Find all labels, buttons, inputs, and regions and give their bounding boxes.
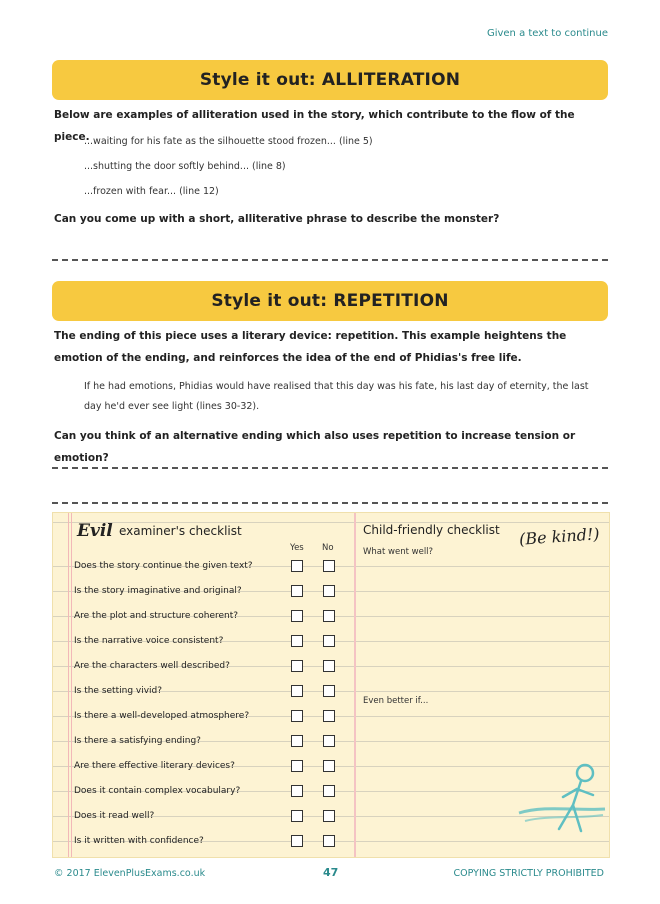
be-kind-note: (Be kind!)	[518, 524, 601, 549]
what-went-well-label: What went well?	[363, 547, 434, 557]
section-header-link: Given a text to continue	[486, 28, 608, 39]
yes-checkbox[interactable]	[291, 835, 303, 847]
checklist-question: Are there effective literary devices?	[74, 760, 235, 771]
no-checkbox[interactable]	[323, 735, 335, 747]
examiner-checklist-title: examiner's checklist	[119, 524, 242, 538]
alliteration-question: Can you come up with a short, alliterative phrase to describe the monster?	[54, 213, 500, 225]
repetition-title: Style it out: REPETITION	[211, 291, 449, 311]
repetition-question: Can you think of an alternative ending which also uses repetition to increase tension or emotion?	[54, 430, 576, 464]
checklist-question: Is the story imaginative and original?	[74, 585, 242, 596]
answer-line	[52, 502, 608, 504]
alliteration-example-3: ...frozen with fear... (line 12)	[84, 186, 219, 197]
checklist-question: Is it written with confidence?	[74, 835, 204, 846]
checklist-question: Is the setting vivid?	[74, 685, 163, 696]
checklist-row	[74, 828, 349, 853]
running-figure-icon	[515, 751, 607, 855]
alliteration-example-2: ...shutting the door softly behind... (line 8)	[84, 161, 286, 172]
checklist-question: Does it read well?	[74, 810, 155, 821]
checklist-question: Is the narrative voice consistent?	[74, 635, 224, 646]
checklist-row	[74, 653, 349, 678]
no-checkbox[interactable]	[323, 785, 335, 797]
no-checkbox[interactable]	[323, 760, 335, 772]
no-checkbox[interactable]	[323, 560, 335, 572]
yes-checkbox[interactable]	[291, 735, 303, 747]
repetition-intro: The ending of this piece uses a literary device: repetition. This example heightens the emotion of the ending, and reinforces the idea of the end of Phidias's free life.	[54, 330, 567, 364]
checklist-row	[74, 603, 349, 628]
checklist-row	[74, 678, 349, 703]
yes-checkbox[interactable]	[291, 685, 303, 697]
repetition-quote: If he had emotions, Phidias would have realised that this day was his fate, his last day of eternity, the last day he'd ever see light (lines 30-32).	[84, 381, 589, 412]
no-checkbox[interactable]	[323, 835, 335, 847]
repetition-banner	[52, 281, 608, 321]
yes-checkbox[interactable]	[291, 810, 303, 822]
checklist-question: Is there a well-developed atmosphere?	[74, 710, 250, 721]
checklist-question: Are the characters well described?	[74, 660, 230, 671]
no-checkbox[interactable]	[323, 585, 335, 597]
checklist-row	[74, 703, 349, 728]
no-checkbox[interactable]	[323, 685, 335, 697]
margin-line	[68, 513, 69, 857]
alliteration-intro: Below are examples of alliteration used in the story, which contribute to the flow of the piece.	[54, 109, 575, 143]
checklist-question: Are the plot and structure coherent?	[74, 610, 239, 621]
margin-line	[71, 513, 72, 857]
child-checklist-title: Child-friendly checklist	[363, 523, 500, 537]
footer-copyright: © 2017 ElevenPlusExams.co.uk	[54, 868, 206, 879]
yes-checkbox[interactable]	[291, 660, 303, 672]
page-number: 47	[323, 866, 339, 879]
answer-line	[52, 467, 608, 469]
alliteration-example-1: ...waiting for his fate as the silhouette stood frozen... (line 5)	[84, 136, 373, 147]
even-better-if-label: Even better if...	[363, 696, 429, 706]
alliteration-title: Style it out: ALLITERATION	[199, 70, 461, 90]
yes-checkbox[interactable]	[291, 785, 303, 797]
no-column-header: No	[322, 543, 334, 553]
checklist-question: Does it contain complex vocabulary?	[74, 785, 241, 796]
yes-column-header: Yes	[290, 543, 304, 553]
yes-checkbox[interactable]	[291, 610, 303, 622]
alliteration-banner	[52, 60, 608, 100]
checklist-row	[74, 553, 349, 578]
checklist-row	[74, 753, 349, 778]
yes-checkbox[interactable]	[291, 710, 303, 722]
evil-word: Evil	[77, 521, 113, 541]
no-checkbox[interactable]	[323, 710, 335, 722]
no-checkbox[interactable]	[323, 635, 335, 647]
checklist-row	[74, 628, 349, 653]
checklist-notepad	[52, 512, 610, 858]
no-checkbox[interactable]	[323, 660, 335, 672]
no-checkbox[interactable]	[323, 810, 335, 822]
yes-checkbox[interactable]	[291, 760, 303, 772]
yes-checkbox[interactable]	[291, 635, 303, 647]
no-checkbox[interactable]	[323, 610, 335, 622]
checklist-question: Does the story continue the given text?	[74, 560, 253, 571]
checklist-question: Is there a satisfying ending?	[74, 735, 201, 746]
answer-line	[52, 259, 608, 261]
checklist-row	[74, 803, 349, 828]
checklist-row	[74, 728, 349, 753]
checklist-row	[74, 778, 349, 803]
yes-checkbox[interactable]	[291, 560, 303, 572]
checklist-row	[74, 578, 349, 603]
footer-notice: COPYING STRICTLY PROHIBITED	[453, 868, 604, 879]
notepad-divider	[354, 513, 356, 857]
yes-checkbox[interactable]	[291, 585, 303, 597]
